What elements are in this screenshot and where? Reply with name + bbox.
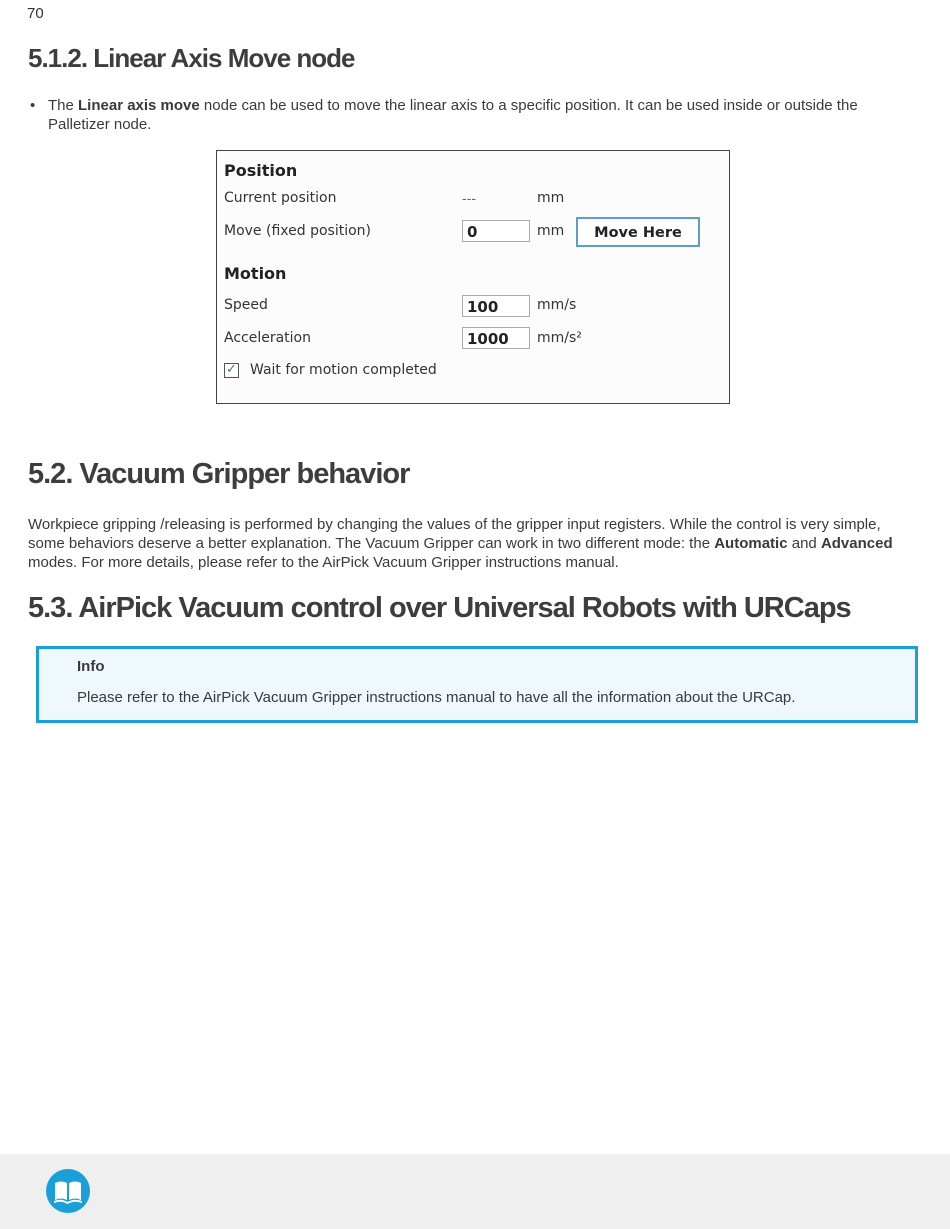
position-section-title: Position: [224, 161, 298, 180]
wait-motion-label: Wait for motion completed: [250, 362, 437, 378]
page-number: 70: [27, 5, 44, 22]
section-title-vacuum-gripper: 5.2. Vacuum Gripper behavior: [28, 458, 410, 490]
acceleration-label: Acceleration: [224, 330, 311, 346]
info-title: Info: [77, 658, 105, 675]
move-here-button[interactable]: Move Here: [576, 217, 700, 247]
mode-automatic: Automatic: [714, 535, 788, 552]
speed-label: Speed: [224, 297, 268, 313]
speed-unit: mm/s: [537, 297, 577, 313]
move-fixed-unit: mm: [537, 223, 565, 239]
book-icon[interactable]: [46, 1169, 90, 1213]
current-position-unit: mm: [537, 190, 565, 206]
vacuum-behavior-paragraph: Workpiece gripping /releasing is performed by changing the values of the gripper input registers. While the control is very simple, some behaviors deserve a better explanation. The Vacuum Gripper can work in two different mode: the Automatic and Advanced modes. For more details, please refer to the AirPick Vacuum Gripper instructions manual.: [28, 516, 893, 571]
acceleration-input[interactable]: 1000: [462, 327, 530, 349]
bullet-item: • The Linear axis move node can be used to move the linear axis to a specific position. It can be used inside or outside the Palletizer node.: [30, 97, 858, 133]
current-position-label: Current position: [224, 190, 337, 206]
info-text: Please refer to the AirPick Vacuum Gripper instructions manual to have all the information about the URCap.: [77, 689, 796, 706]
mode-advanced: Advanced: [820, 535, 893, 552]
section-title-linear-axis: 5.1.2. Linear Axis Move node: [28, 43, 355, 73]
section-title-airpick-urcaps: 5.3. AirPick Vacuum control over Universal Robots with URCaps: [28, 592, 851, 624]
page-footer: [0, 1154, 950, 1229]
info-callout: [36, 646, 918, 723]
bullet-icon: •: [30, 97, 36, 114]
current-position-value: ---: [462, 192, 477, 207]
bold-term: Linear axis move: [78, 97, 200, 114]
wait-motion-checkbox[interactable]: [224, 363, 239, 378]
acceleration-unit: mm/s²: [537, 330, 582, 346]
linear-axis-move-panel: [216, 150, 730, 404]
move-fixed-label: Move (fixed position): [224, 223, 371, 239]
checkmark-icon: ✓: [226, 362, 237, 377]
move-fixed-input[interactable]: 0: [462, 220, 530, 242]
speed-input[interactable]: 100: [462, 295, 530, 317]
motion-section-title: Motion: [224, 264, 287, 283]
